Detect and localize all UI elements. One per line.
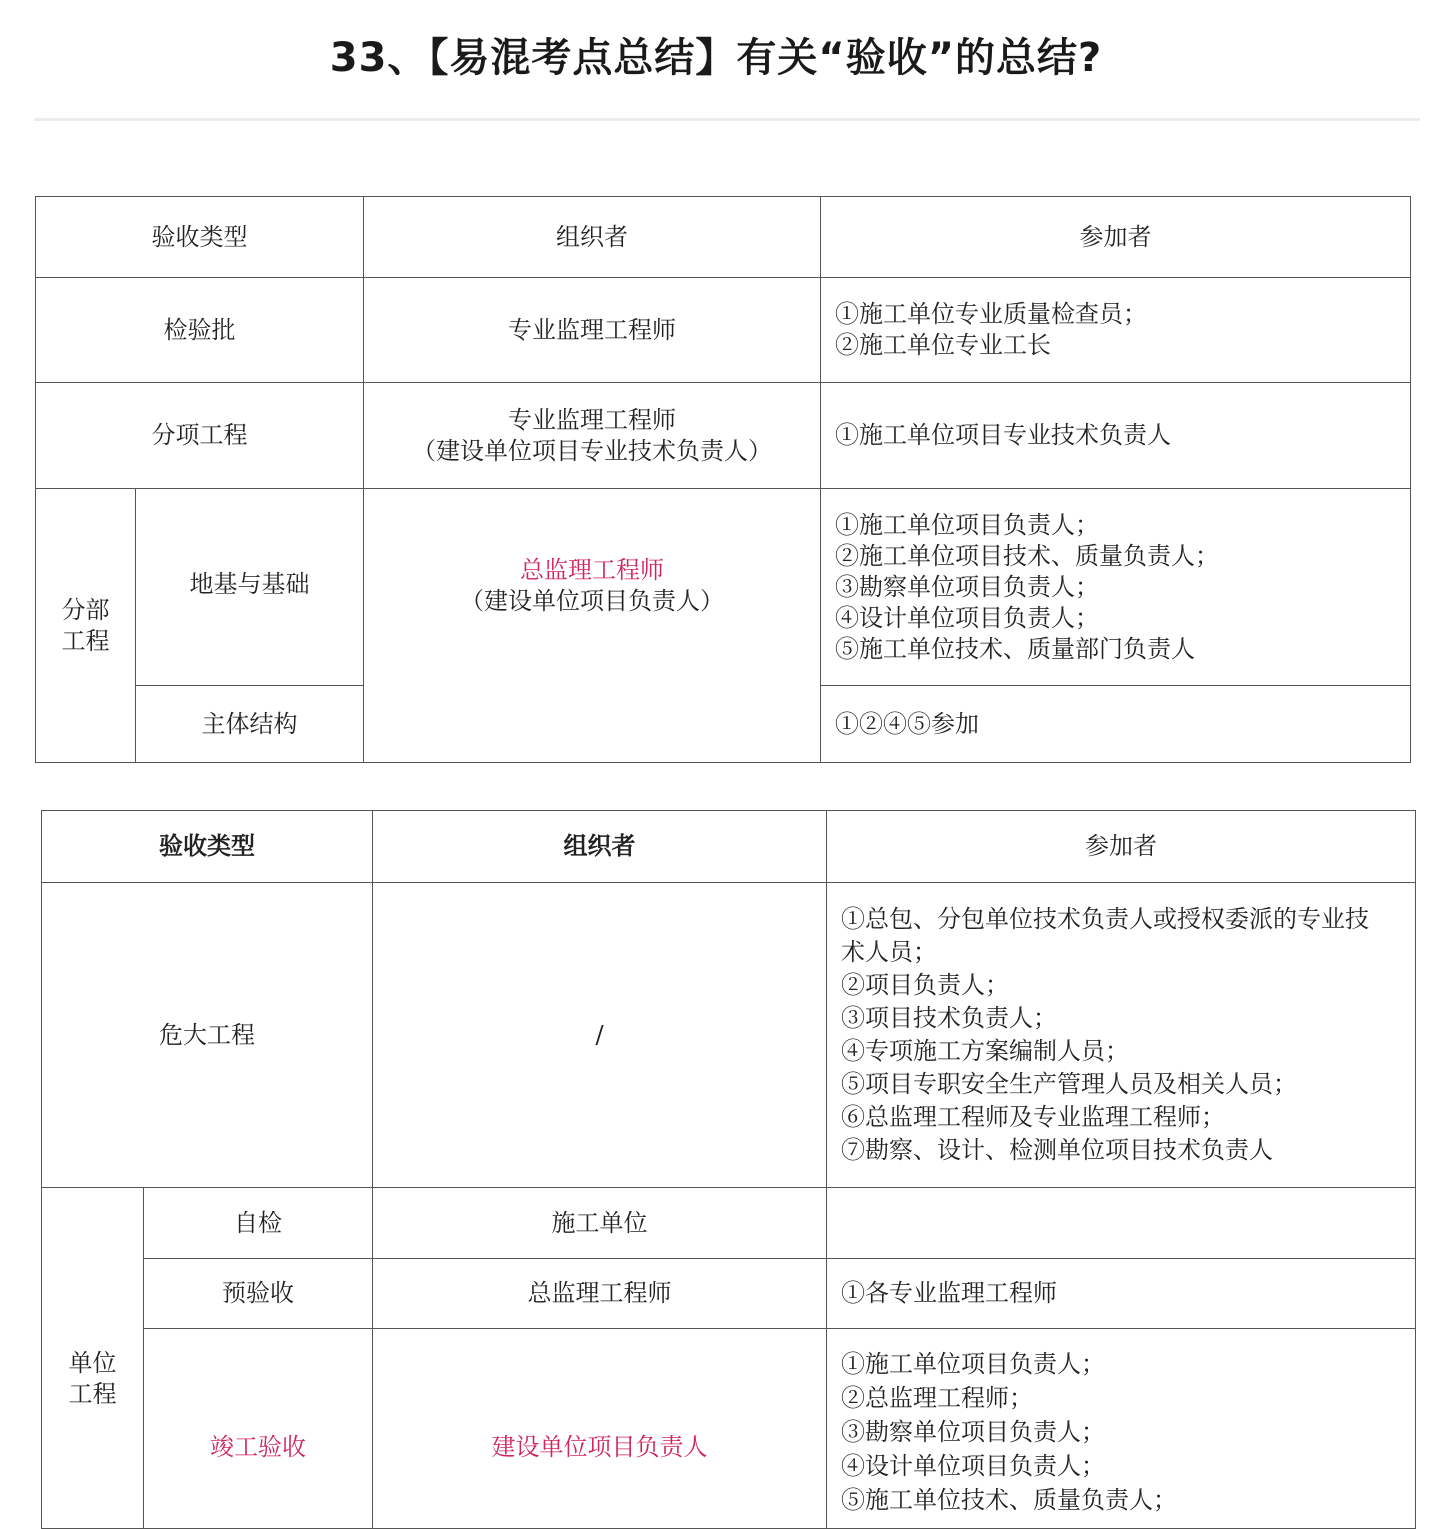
group-label-line: 分部: [61, 595, 110, 624]
group-label-cell: [36, 489, 136, 763]
group-label-line: 工程: [68, 1380, 117, 1408]
organizer-cell: [364, 383, 821, 489]
table-row: [36, 489, 1411, 686]
participant-item: ①施工单位专业质量检查员；: [835, 300, 1147, 328]
participant-item: ④设计单位项目负责人；: [841, 1452, 1105, 1480]
participant-item: ①施工单位项目负责人；: [835, 510, 1099, 539]
acceptance-table-1: [35, 196, 1411, 763]
table-header-row: [42, 811, 1416, 883]
participant-item: ⑤施工单位技术、质量负责人；: [841, 1486, 1177, 1514]
organizer-cell: 专业监理工程师: [364, 278, 821, 383]
type-cell: 地基与基础: [136, 489, 364, 686]
header-type: 验收类型: [36, 197, 364, 278]
participant-item: ②总监理工程师；: [841, 1384, 1033, 1412]
organizer-line: （建设单位项目专业技术负责人）: [412, 436, 772, 465]
group-label-cell: [42, 1188, 144, 1529]
table-row: [42, 1259, 1416, 1329]
organizer-line: 总监理工程师: [520, 555, 664, 584]
acceptance-table-2: [41, 810, 1416, 1529]
table-row: [42, 883, 1416, 1188]
participants-cell: [827, 1329, 1416, 1529]
participant-item: ①施工单位项目专业技术负责人: [835, 421, 1171, 449]
type-cell: 预验收: [144, 1259, 373, 1329]
participants-cell: [827, 883, 1416, 1188]
participant-item: ①施工单位项目负责人；: [841, 1350, 1105, 1378]
table-row: [36, 278, 1411, 383]
participant-item: ⑦勘察、设计、检测单位项目技术负责人: [841, 1136, 1273, 1164]
participant-item: ②施工单位项目技术、质量负责人；: [835, 541, 1219, 570]
participants-cell: [827, 1188, 1416, 1259]
table-row: [36, 383, 1411, 489]
organizer-cell: 施工单位: [373, 1188, 827, 1259]
participant-item: ⑥总监理工程师及专业监理工程师；: [841, 1103, 1225, 1131]
type-cell: 自检: [144, 1188, 373, 1259]
page-title: 33、【易混考点总结】有关“验收”的总结?: [329, 35, 1103, 81]
header-type: 验收类型: [42, 811, 373, 883]
type-cell: 竣工验收: [144, 1329, 373, 1529]
header-organizer: 组织者: [373, 811, 827, 883]
organizer-line: 专业监理工程师: [508, 405, 676, 434]
group-label-line: 单位: [68, 1349, 117, 1377]
organizer-cell: /: [373, 883, 827, 1188]
type-cell: 检验批: [36, 278, 364, 383]
participant-item: ②施工单位专业工长: [835, 331, 1051, 359]
participants-cell: ①②④⑤参加: [821, 686, 1411, 763]
participant-item: ③勘察单位项目负责人；: [835, 572, 1099, 601]
participant-item: ②项目负责人；: [841, 971, 1009, 999]
participant-item: ①总包、分包单位技术负责人或授权委派的专业技术人员；: [841, 905, 1369, 966]
header-organizer: 组织者: [364, 197, 821, 278]
header-participants: 参加者: [827, 811, 1416, 883]
participant-item: ⑤施工单位技术、质量部门负责人: [835, 634, 1195, 663]
table-header-row: [36, 197, 1411, 278]
participant-item: ④专项施工方案编制人员；: [841, 1037, 1129, 1065]
participants-cell: ①各专业监理工程师: [827, 1259, 1416, 1329]
group-label-line: 工程: [61, 626, 110, 655]
table-row: [42, 1188, 1416, 1259]
organizer-line: （建设单位项目负责人）: [460, 586, 724, 615]
type-cell: 危大工程: [42, 883, 373, 1188]
participants-cell: [821, 489, 1411, 686]
organizer-cell: 总监理工程师: [373, 1259, 827, 1329]
organizer-cell: [364, 489, 821, 763]
title-divider: [34, 118, 1420, 121]
table-row: [42, 1329, 1416, 1529]
organizer-cell: 建设单位项目负责人: [373, 1329, 827, 1529]
participant-item: ③勘察单位项目负责人；: [841, 1418, 1105, 1446]
participant-item: ⑤项目专职安全生产管理人员及相关人员；: [841, 1070, 1297, 1098]
type-cell: 主体结构: [136, 686, 364, 763]
participant-item: ④设计单位项目负责人；: [835, 603, 1099, 632]
type-cell: 分项工程: [36, 383, 364, 489]
participant-item: ③项目技术负责人；: [841, 1004, 1057, 1032]
participants-cell: [821, 278, 1411, 383]
participants-cell: [821, 383, 1411, 489]
header-participants: 参加者: [821, 197, 1411, 278]
